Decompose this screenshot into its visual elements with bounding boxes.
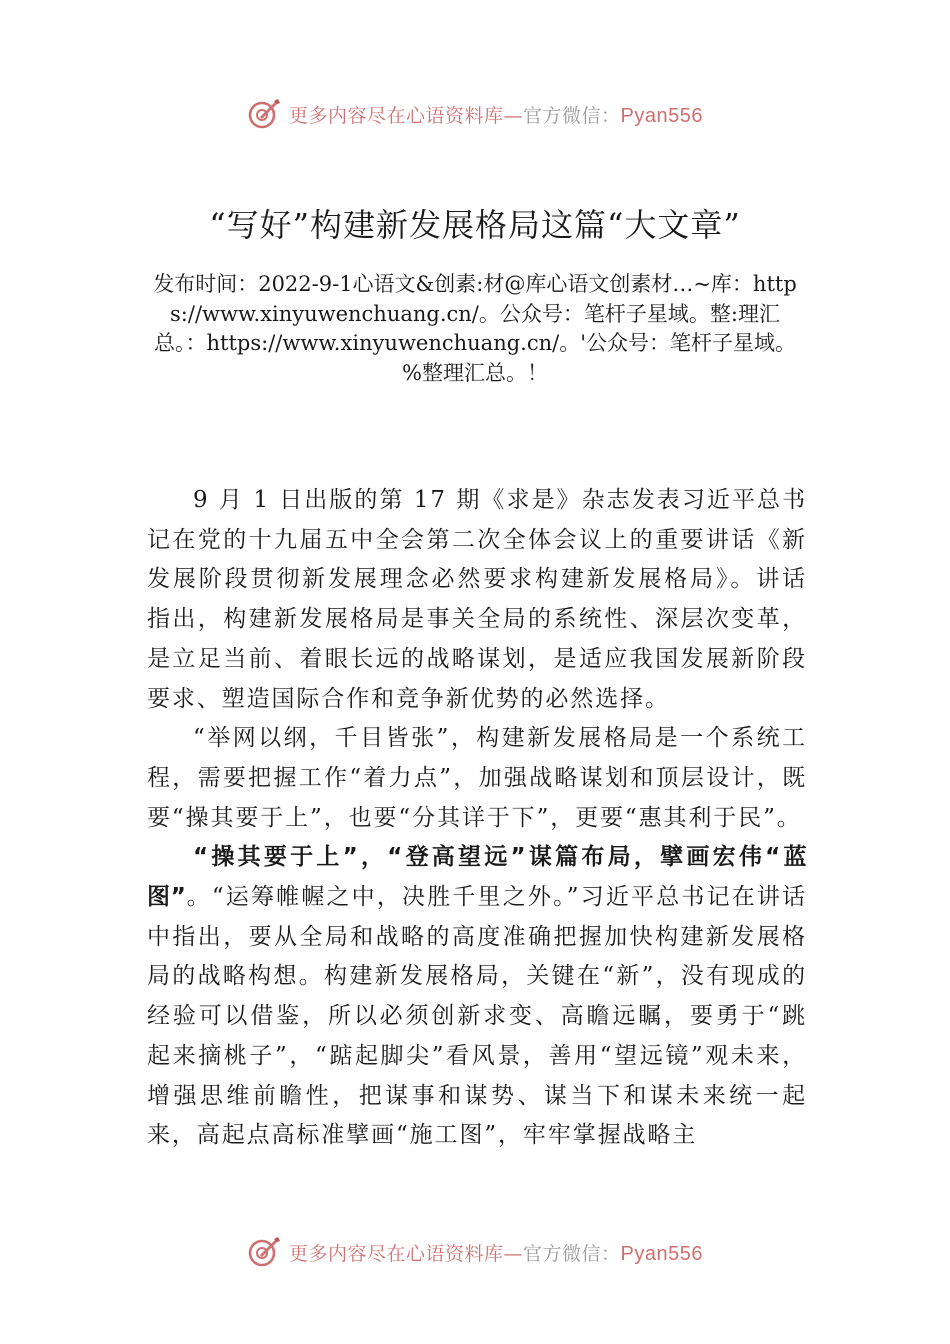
watermark-wechat-label: 官方微信：	[523, 1242, 621, 1265]
article-body	[147, 481, 807, 1156]
watermark-brand: 更多内容尽在心语资料库	[289, 104, 504, 127]
paragraph-2: “举网以纲，千目皆张”，构建新发展格局是一个系统工程，需要把握工作“着力点”，加强战略谋划和顶层设计，既要“操其要于上”，也要“分其详于下”，更要“惠其利于民”。	[147, 725, 807, 831]
watermark-wechat-id: Pyan556	[620, 104, 703, 127]
paragraph-3	[147, 838, 807, 1156]
paragraph-3-body: 。“运筹帷幄之中，决胜千里之外。”习近平总书记在讲话中指出，要从全局和战略的高度准确把握加快构建新发展格局的战略构想。构建新发展格局，关键在“新”，没有现成的经验可以借鉴，所以必须创新求变、高瞻远瞩，要勇于“跳起来摘桃子”，“踮起脚尖”看风景，善用“望远镜”观未来，增强思维前瞻性，把谋事和谋势、谋当下和谋未来统一起来，高起点高标准擘画“施工图”，牢牢掌握战略主	[147, 884, 807, 1149]
watermark-wechat-id: Pyan556	[620, 1242, 703, 1265]
brand-logo-icon	[247, 1235, 281, 1269]
watermark-text	[289, 1239, 703, 1266]
watermark-brand: 更多内容尽在心语资料库	[289, 1242, 504, 1265]
article-title: “写好”构建新发展格局这篇“大文章”	[209, 206, 741, 244]
watermark-dash: —	[503, 104, 524, 127]
header-watermark	[0, 94, 950, 134]
paragraph-1: 9 月 1 日出版的第 17 期《求是》杂志发表习近平总书记在党的十九届五中全会第二次全体会议上的重要讲话《新发展阶段贯彻新发展理念必然要求构建新发展格局》。讲话指出，构建新发展格局是事关全局的系统性、深层次变革，是立足当前、着眼长远的战略谋划，是适应我国发展新阶段要求、塑造国际合作和竞争新优势的必然选择。	[147, 487, 807, 712]
footer-watermark	[0, 1232, 950, 1272]
watermark-text	[289, 101, 703, 128]
watermark-wechat-label: 官方微信：	[523, 104, 621, 127]
article-meta: 发布时间：2022-9-1心语文&创素:材@库心语文创素材…~库：https://www.xinyuwenchuang.cn/。公众号：笔杆子星域。整:理汇总。：https://www.xinyuwenchuang.cn/。'公众号：笔杆子星域。%整理汇总。！	[153, 272, 797, 385]
watermark-dash: —	[503, 1242, 524, 1265]
brand-logo-icon	[247, 97, 281, 131]
paragraph-3-heading: “操其要于上”，“登高望远”谋篇布局，擘画宏伟“蓝图”	[147, 844, 807, 911]
